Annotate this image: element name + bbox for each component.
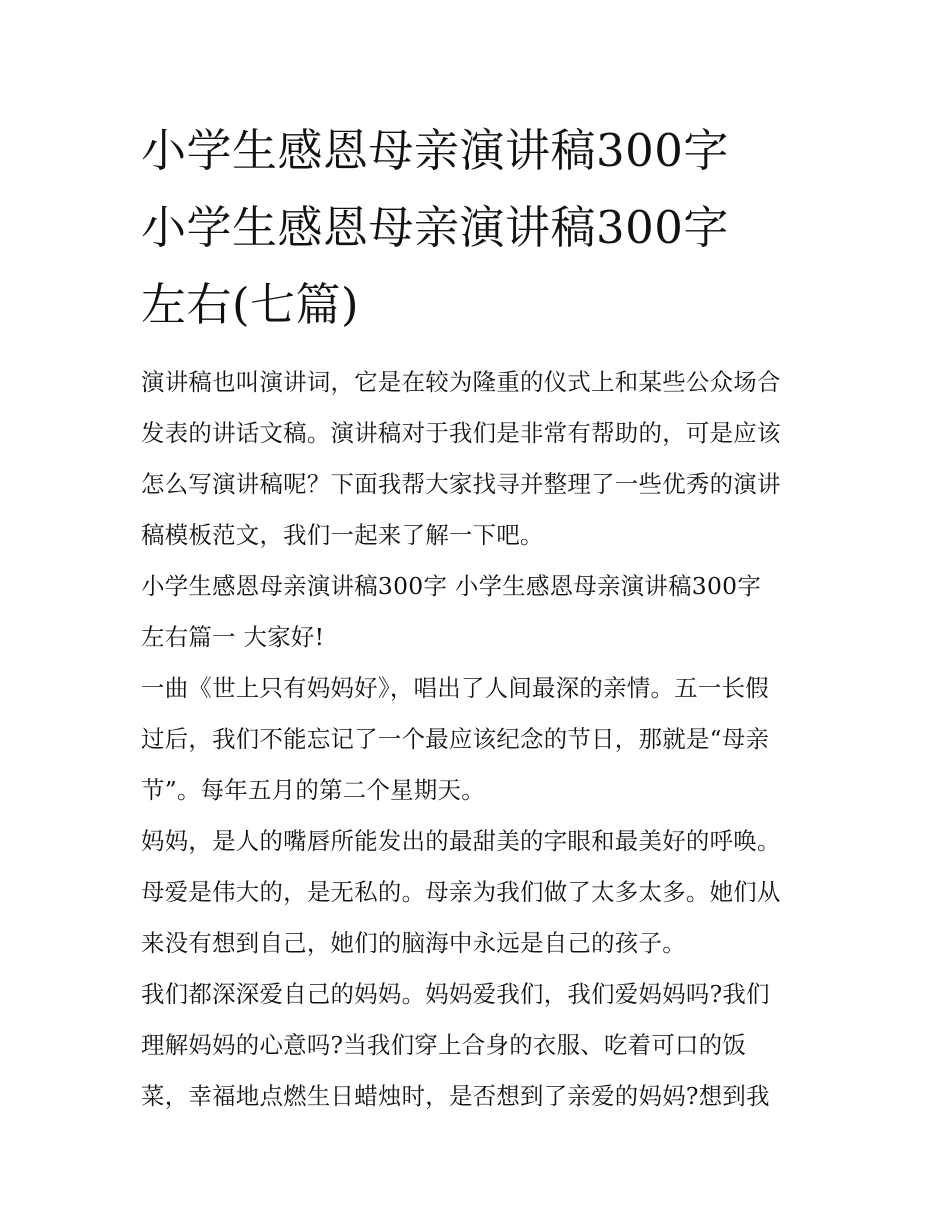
document-body [141,112,813,1122]
text-line: 我们都深深爱自己的妈妈。妈妈爱我们，我们爱妈妈吗?我们 [141,980,770,1008]
text-line: 稿模板范文，我们一起来了解一下吧。 [141,521,544,549]
title-line: 小学生感恩母亲演讲稿300字 [141,201,729,254]
text-line: 理解妈妈的心意吗?当我们穿上合身的衣服、吃着可口的饭 [141,1031,747,1059]
text-line: 过后，我们不能忘记了一个最应该纪念的节日，那就是“母亲 [141,725,770,753]
text-line: 演讲稿也叫演讲词，它是在较为隆重的仪式上和某些公众场合 [141,368,781,396]
title-line: 小学生感恩母亲演讲稿300字 [141,124,729,177]
text-line: 菜，幸福地点燃生日蜡烛时，是否想到了亲爱的妈妈?想到我 [141,1082,770,1110]
text-line: 左右篇一 大家好! [141,623,325,651]
body-paragraph [141,969,813,1122]
text-line: 母爱是伟大的，是无私的。母亲为我们做了太多太多。她们从 [141,878,781,906]
body-paragraph [141,816,813,969]
body-paragraph [141,663,813,816]
text-line: 妈妈，是人的嘴唇所能发出的最甜美的字眼和最美好的呼唤。 [141,827,781,855]
text-line: 怎么写演讲稿呢？下面我帮大家找寻并整理了一些优秀的演讲 [141,470,781,498]
title-line: 左右(七篇) [141,278,360,331]
text-line: 节”。每年五月的第二个星期天。 [141,776,485,804]
text-line: 来没有想到自己，她们的脑海中永远是自己的孩子。 [141,929,686,957]
document-title [141,112,813,343]
section-heading-paragraph [141,561,813,663]
text-line: 发表的讲话文稿。演讲稿对于我们是非常有帮助的，可是应该 [141,419,781,447]
text-line: 小学生感恩母亲演讲稿300字 小学生感恩母亲演讲稿300字 [141,572,762,600]
text-line: 一曲《世上只有妈妈好》，唱出了人间最深的亲情。五一长假 [141,674,769,702]
intro-paragraph [141,357,813,561]
